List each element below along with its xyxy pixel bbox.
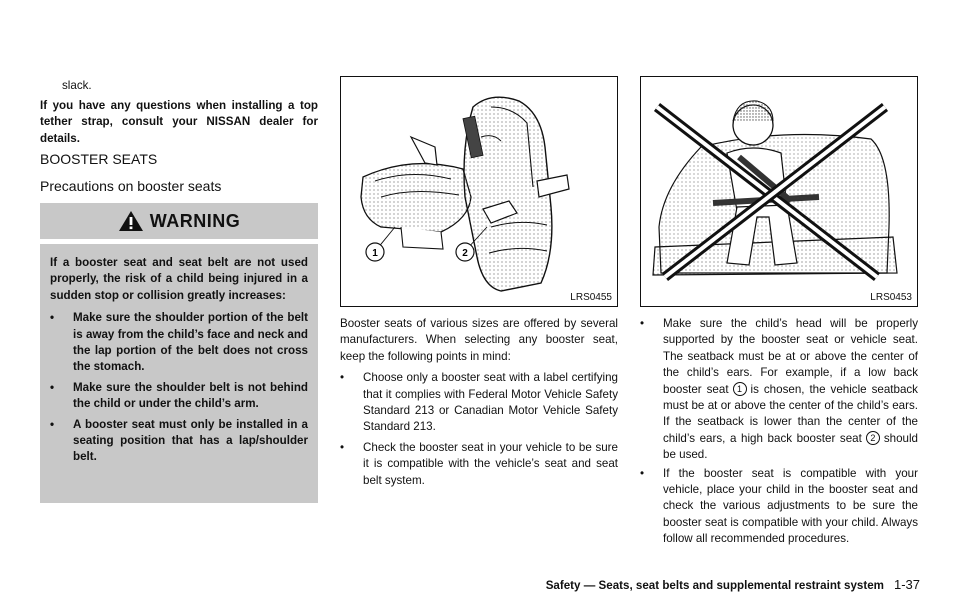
booster-seats-illustration bbox=[341, 77, 616, 305]
callout-2: 2 bbox=[462, 248, 468, 259]
figure-code: LRS0455 bbox=[570, 292, 612, 303]
incorrect-booster-use-figure bbox=[640, 76, 918, 307]
crossed-out-child-illustration bbox=[641, 77, 916, 305]
booster-tips-list bbox=[340, 370, 618, 489]
tether-note: If you have any questions when installing a top tether strap, consult your NISSAN dealer for details. bbox=[40, 99, 318, 145]
bullet-dot: • bbox=[640, 466, 645, 480]
bullet-dot: • bbox=[50, 311, 55, 325]
warning-title: WARNING bbox=[149, 210, 241, 231]
booster-intro: Booster seats of various sizes are offered by several manufacturers. When selecting any booster seat, keep the following points in mind: bbox=[340, 317, 618, 363]
warning-bullet: • Make sure the shoulder portion of the belt is away from the child’s face and neck and the lap portion of the belt does not cross the stomach. bbox=[50, 311, 308, 374]
column-3-text bbox=[640, 316, 918, 548]
figure-code: LRS0453 bbox=[870, 292, 912, 303]
booster-tip: • Check the booster seat in your vehicle to be sure it is compatible with the vehicle’s seat and seat belt system. bbox=[340, 440, 618, 487]
bullet-dot: • bbox=[340, 371, 345, 385]
booster-seats-figure bbox=[340, 76, 618, 307]
warning-list bbox=[50, 310, 308, 466]
section-title: BOOSTER SEATS bbox=[40, 151, 158, 167]
callout-1-inline: 1 bbox=[733, 382, 747, 396]
subsection-title: Precautions on booster seats bbox=[40, 178, 222, 194]
column-2-text bbox=[340, 316, 618, 489]
bullet-dot: • bbox=[640, 317, 645, 330]
warning-bullet: • A booster seat must only be installed in a seating position that has a lap/shoulder belt. bbox=[50, 417, 308, 464]
bullet-dot: • bbox=[50, 380, 55, 394]
page-footer bbox=[480, 577, 920, 592]
bullet-dot: • bbox=[50, 417, 55, 431]
page-number: 1-37 bbox=[893, 577, 920, 592]
booster-fit-item: • If the booster seat is compatible with your vehicle, place your child in the booster seat and check the various adjustments to be sure the booster seat is compatible with your child. Always follow all recommended procedures. bbox=[640, 466, 918, 546]
callout-2-inline: 2 bbox=[866, 431, 880, 445]
footer-section: Safety — Seats, seat belts and supplemental restraint system bbox=[545, 579, 884, 592]
warning-header bbox=[40, 203, 318, 239]
bullet-dot: • bbox=[340, 440, 345, 454]
continued-text: slack. bbox=[62, 79, 92, 92]
warning-box bbox=[40, 244, 318, 503]
booster-fit-item: • Make sure the child’s head will be properly supported by the booster seat or vehicle seat. The seatback must be at or above the center of the child’s ears. For example, if a low back booster seat 1 is chosen, the vehicle seatback must be at or above the center of the child’s ears. If the seatback is lower than the center of the child’s ears, a high back booster seat 2 should be used. bbox=[640, 317, 918, 462]
booster-fit-list bbox=[640, 316, 918, 548]
warning-intro: If a booster seat and seat belt are not used properly, the risk of a child being injured in a sudden stop or collision greatly increases: bbox=[50, 256, 308, 302]
warning-triangle-icon bbox=[118, 210, 144, 232]
booster-tip: • Choose only a booster seat with a label certifying that it complies with Federal Motor Vehicle Safety Standard 213 or Canadian Motor Vehicle Safety Standard 213. bbox=[340, 371, 618, 434]
callout-1: 1 bbox=[372, 248, 378, 259]
warning-bullet: • Make sure the shoulder belt is not behind the child or under the child’s arm. bbox=[50, 380, 308, 411]
